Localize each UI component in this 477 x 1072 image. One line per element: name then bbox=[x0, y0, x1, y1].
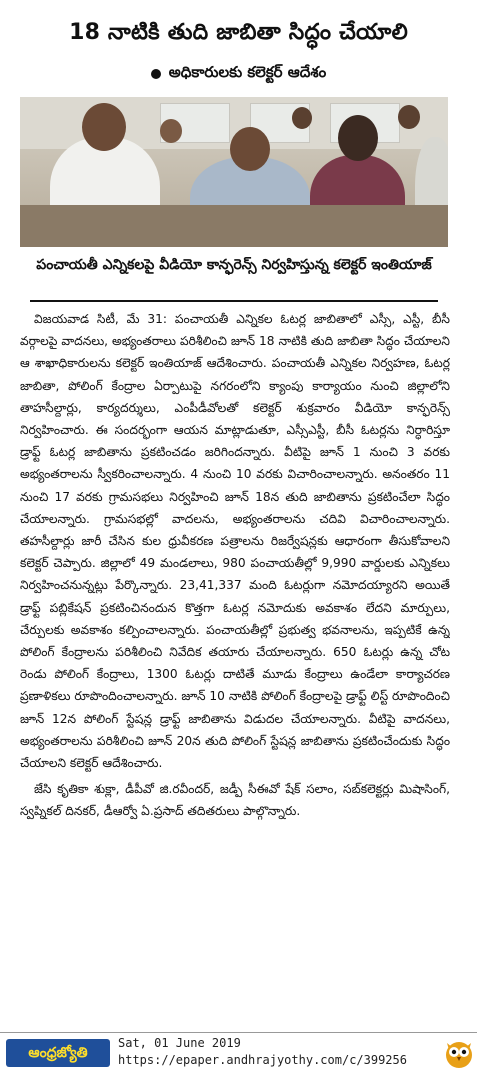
article-paragraph-1: విజయవాడ సిటీ, మే 31: పంచాయతీ ఎన్నికల ఓటర్ల జాబితాలో ఎస్సీ, ఎస్టీ, బీసీ వర్గాలపై వాదనలు, అభ్యంతరాలు పరిశీలించి జూన్ 18 నాటికి తుది జాబితా సిద్ధం చేయాలని ఆ శాఖాధికారులను కలెక్టర్ ఇంతియాజ్ ఆదేశించారు. పంచాయతీ ఎన్నికల నిర్వహణ, ఓటర్ల జాబితా, పోలింగ్ కేంద్రాల ఏర్పాటుపై నగరంలోని క్యాంపు కార్యాయం నుంచి జిల్లాలోని తాహసీల్దార్లు, కార్యదర్శులు, ఎంపీడీవోలతో కలెక్టర్ శుక్రవారం వీడియో కాన్ఫరెన్స్ నిర్వహించారు. ఈ సందర్భంగా ఆయన మాట్లాడుతూ, ఎస్సీఎస్టీ, బీసీ ఓటర్లను నిర్ధారిస్తూ డ్రాఫ్ట్ ఓటర్ల జాబితాను ప్రకటించడం జరిగిందన్నారు. వీటిపై జూన్ 1 నుంచి 3 వరకు అభ్యంతరాలను స్వీకరించాలన్నారు. 4 నుంచి 10 వరకు విచారించాలన్నారు. అనంతరం 11 నుంచి 17 వరకు గ్రామసభలు నిర్వహించి జూన్ 18న తుది జాబితాను ప్రకటించేలా సిద్ధం చేయాలన్నారు. గ్రామసభల్లో వాదలను, అభ్యంతరాలను చదివి విచారించాలన్నారు. తహసీల్దార్లు జారీ చేసిన కుల ధ్రువీకరణ పత్రాలను రిజర్వేషన్లకు ఆధారంగా తీసుకోవాలని కలెక్టర్ చెప్పారు. జిల్లాలో 49 మండలాలు, 980 పంచాయతీల్లో 9,990 వార్డులకు ఎన్నికలు నిర్వహించనున్నట్లు పేర్కొన్నారు. 23,41,337 మంది ఓటర్లుగా నమోదయ్యారని అయితే డ్రాఫ్ట్ పబ్లికేషన్ ప్రకటించినందున కొత్తగా ఓటర్ల నమోదుకు అవకాశం లేదని మార్పులు, చేర్పులకు అవకాశం కల్పించాలన్నారు. పంచాయతీల్లో ప్రభుత్వ భవనాలను, ఇప్పటికే ఉన్న పోలింగ్ కేంద్రాలను పరిశీలించి నివేదిక తయారు చేయాలన్నారు. 650 ఓటర్లు ఉన్న చోట రెండు పోలింగ్ కేంద్రాలు, 1300 ఓటర్లు దాటితే మూడు కేంద్రాలు ఉండేలా కార్యాచరణ ప్రణాళికలు రూపొందించాలన్నారు. జూన్ 10 నాటికి పోలింగ్ కేంద్రాలపై డ్రాఫ్ట్ లిస్ట్ రూపొందించి జూన్ 12న పోలింగ్ స్టేషన్ల డ్రాఫ్ట్ జాబితాను విడుదల చేయాలన్నారు. వీటిపై వాదనలు, అభ్యంతరాలను పరిశీలించి జూన్ 20న తుది పోలింగ్ స్టేషన్ల జాబితాను ప్రకటించేందుకు సిద్ధం చేయాలని కలెక్టర్ ఆదేశించారు. bbox=[20, 312, 450, 771]
epaper-url-link[interactable]: https://epaper.andhrajyothy.com/c/399256 bbox=[118, 1053, 407, 1067]
article-body bbox=[20, 308, 450, 1038]
edition-date: Sat, 01 June 2019 bbox=[118, 1036, 241, 1050]
epaper-footer bbox=[0, 1032, 477, 1072]
caption-divider bbox=[30, 300, 438, 302]
article-paragraph-2: జేసి కృతికా శుక్లా, డీపీవో జి.రవీందర్, జడ్పీ సీఈవో షేక్ సలాం, సబ్‌కలెక్టర్లు మిషాసింగ్, స్వప్నికల్ దినకర్, డీఆర్వో ఏ.ప్రసాద్ తదితరులు పాల్గొన్నారు. bbox=[20, 782, 450, 819]
headline: 18 నాటికి తుది జాబితా సిద్ధం చేయాలి bbox=[69, 20, 408, 45]
photo-caption: పంచాయతీ ఎన్నికలపై వీడియో కాన్ఫరెన్స్ నిర్వహిస్తున్న కలెక్టర్ ఇంతియాజ్ bbox=[36, 257, 432, 273]
bullet-dot-icon bbox=[151, 69, 161, 79]
subheadline-text: అధికారులకు కలెక్టర్ ఆదేశం bbox=[168, 63, 327, 81]
subheadline bbox=[0, 58, 477, 90]
news-photo bbox=[20, 97, 448, 247]
owl-icon bbox=[444, 1037, 474, 1069]
andhrajyothy-logo[interactable]: ఆంధ్రజ్యోతి bbox=[6, 1039, 110, 1067]
